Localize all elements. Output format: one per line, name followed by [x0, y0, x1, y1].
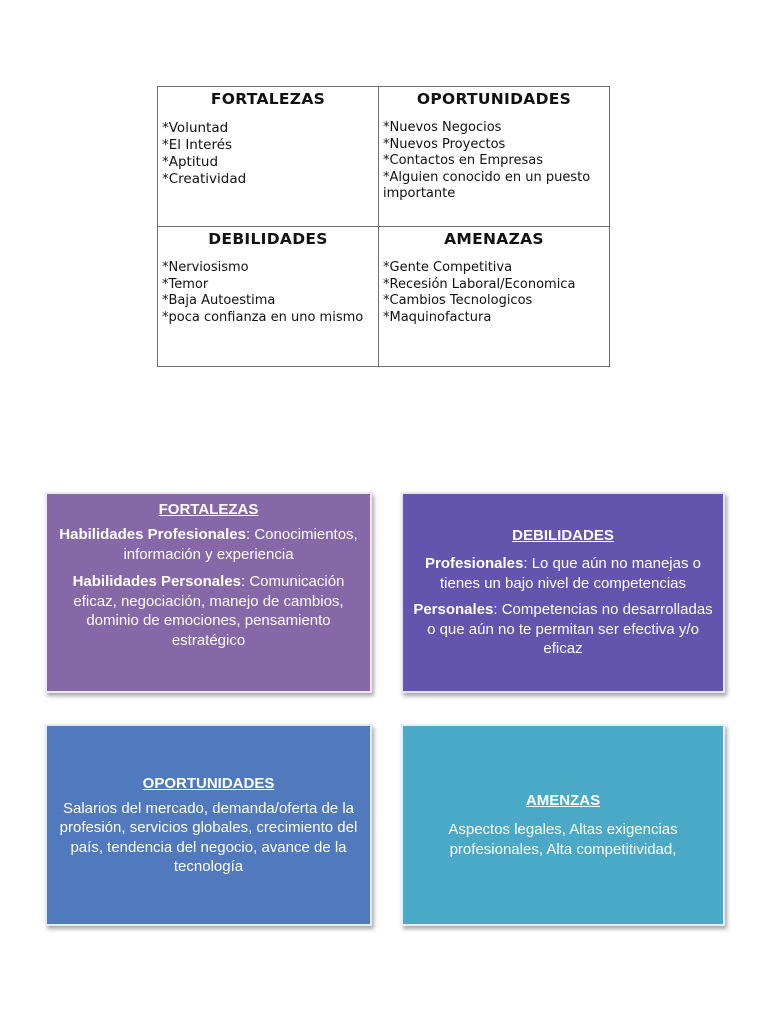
list-item: *Alguien conocido en un puesto importante	[383, 169, 591, 201]
cell-fortalezas	[158, 87, 379, 227]
cell-amenazas	[379, 227, 609, 366]
swot-table	[157, 86, 610, 367]
card-oportunidades	[45, 724, 372, 926]
card-debilidades-personales-label: Personales	[413, 601, 494, 619]
list-item: *Baja Autoestima	[162, 293, 276, 308]
cell-fortalezas-title: FORTALEZAS	[210, 90, 326, 108]
card-debilidades-profesionales-label: Profesionales	[424, 555, 524, 573]
list-item: *Temor	[162, 276, 209, 292]
card-oportunidades-title: OPORTUNIDADES	[142, 774, 275, 792]
list-item: *Cambios Tecnologicos	[383, 293, 533, 308]
card-fortalezas-personales-text: : Comunicación eficaz, negociación, manejo de cambios, dominio de emociones, pensamiento estratégico	[73, 573, 345, 649]
list-item: *Nerviosismo	[162, 260, 249, 275]
card-debilidades-personales	[411, 600, 715, 659]
list-item: *Aptitud	[162, 154, 219, 170]
list-item: *Creatividad	[162, 171, 247, 187]
cell-amenazas-title: AMENAZAS	[444, 230, 544, 248]
cell-debilidades-title: DEBILIDADES	[208, 230, 328, 248]
card-debilidades	[401, 492, 725, 693]
card-fortalezas-personales-label: Habilidades Personales	[72, 573, 241, 590]
list-item: *Voluntad	[162, 120, 229, 136]
card-debilidades-profesionales-text: : Lo que aún no manejas o tienes un bajo nivel de competencias	[440, 555, 701, 592]
card-fortalezas-title: FORTALEZAS	[158, 501, 259, 518]
list-item: *Recesión Laboral/Economica	[383, 276, 576, 292]
list-item: *Maquinofactura	[383, 309, 492, 325]
cell-oportunidades	[379, 87, 609, 227]
list-item: *El Interés	[162, 137, 233, 153]
card-fortalezas	[45, 492, 372, 693]
list-item: *Nuevos Proyectos	[383, 136, 506, 152]
card-oportunidades-text: Salarios del mercado, demanda/oferta de la profesión, servicios globales, crecimiento del país, tendencia del negocio, avance de la tecnología	[59, 799, 358, 875]
cell-oportunidades-list	[383, 120, 605, 203]
cell-debilidades	[158, 227, 379, 366]
cell-amenazas-list	[383, 260, 605, 326]
card-fortalezas-personales	[55, 572, 362, 650]
list-item: *Gente Competitiva	[383, 260, 513, 275]
card-amenazas	[401, 724, 725, 926]
cell-debilidades-list	[162, 260, 374, 326]
card-debilidades-personales-text: : Competencias no desarrolladas o que aún no te permitan ser efectiva y/o eficaz	[427, 601, 713, 658]
card-debilidades-title: DEBILIDADES	[512, 527, 614, 545]
list-item: *poca confianza en uno mismo	[162, 309, 364, 325]
card-amenazas-title: AMENZAS	[525, 792, 601, 809]
card-fortalezas-profesionales-label: Habilidades Profesionales	[59, 526, 246, 543]
list-item: *Contactos en Empresas	[383, 153, 544, 168]
card-debilidades-profesionales	[411, 554, 715, 593]
cell-fortalezas-list	[162, 120, 374, 188]
card-amenazas-text: Aspectos legales, Altas exigencias profesionales, Alta competitividad,	[448, 821, 678, 858]
card-fortalezas-profesionales-text: : Conocimientos, información y experiencia	[123, 526, 358, 563]
cell-oportunidades-title: OPORTUNIDADES	[416, 90, 572, 108]
card-fortalezas-profesionales	[55, 525, 362, 564]
list-item: *Nuevos Negocios	[383, 120, 502, 135]
